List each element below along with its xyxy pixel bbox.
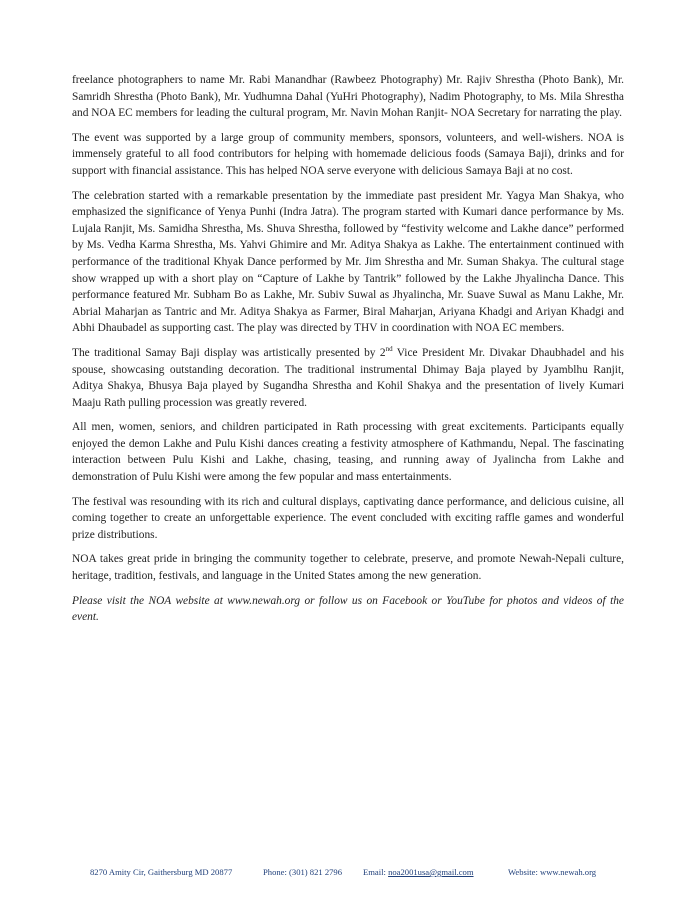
- paragraph-samay-baji-display-part2: Vice President Mr. Divakar Dhaubhadel and his spouse, showcasing outstanding decoration. The traditional instrumental Dhimay Baja played by Jyamblhu Ranjit, Aditya Shakya, Bhusya Baja played by Sugandha Shrestha and Kohil Shakya and the presentation of lively Kumari Maaju Rath pulling procession was greatly revered.: [72, 346, 624, 409]
- footer-phone: [263, 867, 342, 877]
- paragraph-noa-pride: NOA takes great pride in bringing the community together to celebrate, preserve, and promote Newah-Nepali culture, heritage, tradition, festivals, and language in the United States among the new generation.: [72, 553, 624, 583]
- paragraph-samay-baji-display-part1: The traditional Samay Baji display was artistically presented by 2: [72, 346, 386, 359]
- paragraph-visit-website: Please visit the NOA website at www.newah.org or follow us on Facebook or YouTube for photos and videos of the event.: [72, 594, 624, 624]
- footer-phone-number: (301) 821 2796: [289, 867, 343, 877]
- footer-email: [363, 867, 474, 877]
- ordinal-suffix: nd: [385, 345, 393, 354]
- footer-address: 8270 Amity Cir, Gaithersburg MD 20877: [90, 867, 233, 877]
- footer-website: [508, 867, 596, 877]
- paragraph-event-support: The event was supported by a large group of community members, sponsors, volunteers, and well-wishers. NOA is immensely grateful to all food contributors for helping with homemade delicious foods (Samaya Baji), drinks and for support with financial assistance. This has helped NOA serve everyone with delicious Samaya Baji at no cost.: [72, 131, 624, 177]
- paragraph-festival-summary: The festival was resounding with its rich and cultural displays, captivating dance performance, and delicious cuisine, all coming together to create an unforgettable experience. The event concluded with exciting raffle games and wonderful prize distributions.: [72, 495, 624, 541]
- paragraph-samay-baji-display: [72, 345, 624, 411]
- footer-email-label: Email:: [363, 867, 389, 877]
- paragraph-rath-procession: All men, women, seniors, and children participated in Rath processing with great excitements. Participants equally enjoyed the demon Lakhe and Pulu Kishi dances creating a festivity atmosphere of Kathmandu, Nepal. The fascinating interaction between Pulu Kishi and Lakhe, chasing, teasing, and running away of Jyalincha from Lakhe and demonstration of Pulu Kishi were among the few popular and mass entertainments.: [72, 421, 624, 484]
- footer-email-link[interactable]: noa2001usa@gmail.com: [388, 867, 474, 877]
- footer-website-label: Website:: [508, 867, 541, 877]
- paragraph-photographer-credits: freelance photographers to name Mr. Rabi Manandhar (Rawbeez Photography) Mr. Rajiv Shrestha (Photo Bank), Mr. Samridh Shrestha (Photo Bank), Mr. Yudhumna Dahal (YuHri Photography), Nadim Photography, to Ms. Mila Shrestha and NOA EC members for leading the cultural program, Mr. Navin Mohan Ranjit- NOA Secretary for narrating the play.: [72, 74, 624, 120]
- paragraph-celebration-program: The celebration started with a remarkable presentation by the immediate past president Mr. Yagya Man Shakya, who emphasized the significance of Yenya Punhi (Indra Jatra). The program started with Kumari dance performance by Ms. Lujala Ranjit, Ms. Samidha Shrestha, Ms. Shuva Shrestha, followed by “festivity welcome and Lakhe dance” performed by Ms. Vedha Karma Shrestha, Ms. Yahvi Ghimire and Mr. Aditya Shakya as Lakhe. The entertainment continued with performance of the traditional Khyak Dance performed by Mr. Jim Shrestha and Mr. Suman Shakya. The cultural stage show wrapped up with a short play on “Capture of Lakhe by Tantrik” followed by the Lakhe Jhyalincha Dance. This performance featured Mr. Subham Bo as Lakhe, Mr. Subiv Suwal as Jhyalincha, Mr. Suave Suwal as Manu Lakhe, Mr. Abrial Maharjan as Tantric and Mr. Aditya Shakya as Farmer, Biral Maharjan, Ariyana Khadgi and Ariyan Khadgi and Abhi Dhaubadel as supporting cast. The play was directed by THV in coordination with NOA EC members.: [72, 189, 624, 335]
- footer-phone-label: Phone:: [263, 867, 290, 877]
- article-body: [72, 72, 624, 634]
- footer-website-link[interactable]: www.newah.org: [540, 867, 597, 877]
